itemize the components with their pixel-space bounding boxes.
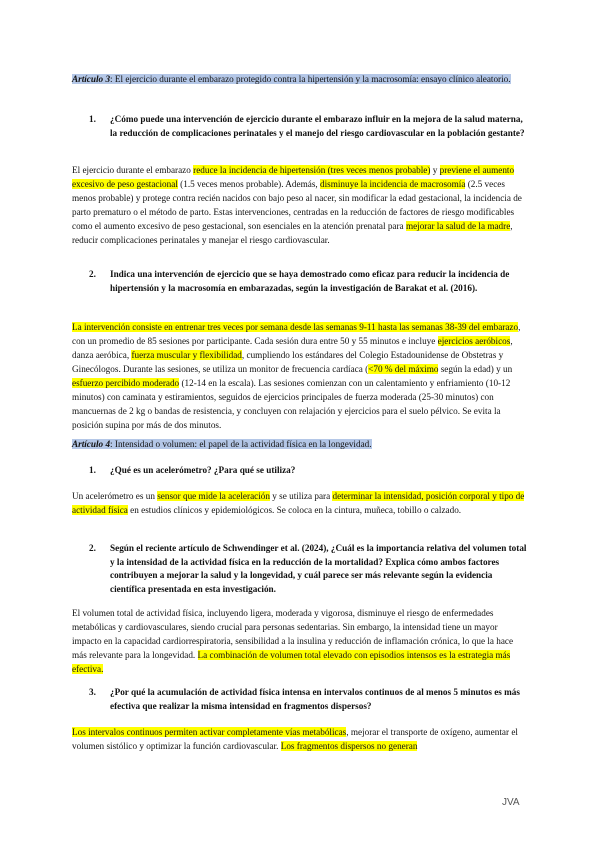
answer-text: , reducir complicaciones perinatales y manejar el riesgo cardiovascular. bbox=[72, 221, 513, 245]
answer-text: , mejorar el transporte de oxígeno, aumentar el volumen sistólico y optimizar la función cardiovascular. bbox=[72, 727, 518, 751]
highlighted-text: esfuerzo percibido moderado bbox=[72, 378, 180, 388]
answer-text: y se utiliza para bbox=[269, 491, 333, 501]
question-text: ¿Qué es un acelerómetro? ¿Para qué se utiliza? bbox=[110, 465, 296, 475]
highlighted-text: ejercicios aeróbicos bbox=[437, 336, 511, 346]
highlighted-text: disminuye la incidencia de macrosomía bbox=[320, 179, 466, 189]
question-text: Según el reciente artículo de Schwendinger et al. (2024), ¿Cuál es la importancia relativa del volumen total y la intensidad de la actividad física en la reducción de la mortalidad? Explica cómo ambos factores contribuyen a mejorar la salud y la longevidad, y cuál parece ser más relevante según la evidencia científica presentada en esta investigación. bbox=[110, 543, 527, 594]
answer-text: en estudios clínicos y epidemiológicos. Se coloca en la cintura, muñeca, tobillo o calzado. bbox=[127, 505, 462, 515]
answer-text: , cumpliendo los estándares del Colegio Estadounidense de Obstetras y Ginecólogos. Durante las sesiones, se utiliza un monitor de frecuencia cardíaca ( bbox=[72, 350, 504, 374]
highlighted-text: mejorar la salud de la madre bbox=[405, 221, 511, 231]
article-3-title: : El ejercicio durante el embarazo protegido contra la hipertensión y la macrosomía: ensayo clínico aleatorio. bbox=[110, 74, 511, 84]
question-4-1 bbox=[72, 464, 528, 478]
question-number: 2. bbox=[89, 269, 96, 279]
answer-text: (12-14 en la escala). Las sesiones comienzan con un calentamiento y enfriamiento (10-12 minutos) con caminata y estiramientos, seguidos de ejercicios principales de fuerza moderada (25-30 minutos) con mancuernas de 2 kg o bandas de resistencia, y concluyen con relajación y ejercicios para el suelo pélvico. Se evita la posición supina por más de dos minutos. bbox=[72, 378, 511, 430]
answer-3-2 bbox=[72, 320, 528, 432]
answer-text: , con un promedio de 85 sesiones por participante. Cada sesión dura entre 50 y 55 minutos e incluye bbox=[72, 322, 521, 346]
answer-text: El ejercicio durante el embarazo bbox=[72, 165, 194, 175]
question-text: Indica una intervención de ejercicio que se haya demostrado como eficaz para reducir la incidencia de hipertensión y la macrosomía en embarazadas, según la investigación de Barakat et al. (2016). bbox=[110, 269, 510, 293]
answer-text: y bbox=[430, 165, 440, 175]
highlighted-text: previene el aumento excesivo de peso gestacional bbox=[72, 165, 515, 189]
answer-4-1 bbox=[72, 489, 528, 517]
highlighted-text: La intervención consiste en entrenar tres veces por semana desde las semanas 9-11 hasta las semanas 38-39 del embarazo bbox=[72, 322, 519, 332]
question-text: ¿Cómo puede una intervención de ejercicio durante el embarazo influir en la mejora de la salud materna, la reducción de complicaciones perinatales y el manejo del riesgo cardiovascular en la población gestante? bbox=[110, 114, 525, 138]
highlighted-text: Los intervalos continuos permiten activar completamente vías metabólicas bbox=[72, 727, 347, 737]
highlighted-text: reduce la incidencia de hipertensión (tres veces menos probable) bbox=[193, 165, 431, 175]
highlighted-text: Los fragmentos dispersos no generan bbox=[280, 741, 418, 751]
highlighted-text: <70 % del máximo bbox=[368, 364, 439, 374]
answer-3-1 bbox=[72, 163, 528, 247]
question-4-2 bbox=[72, 542, 528, 596]
article-4-heading bbox=[72, 437, 528, 451]
answer-4-3 bbox=[72, 725, 528, 753]
article-4-title: : Intensidad o volumen: el papel de la actividad física en la longevidad. bbox=[110, 439, 372, 449]
answer-text: según la edad) y un bbox=[438, 364, 513, 374]
question-number: 1. bbox=[89, 465, 96, 475]
highlighted-text: fuerza muscular y flexibilidad bbox=[131, 350, 242, 360]
answer-text: (2.5 veces menos probable) y protege contra recién nacidos con bajo peso al nacer, sin modificar la edad gestacional, la incidencia de parto prematuro o el método de parto. Estas intervenciones, centradas en la reducción de factores de riesgo modificables como el aumento excesivo de peso gestacional, son esenciales en la atención prenatal para bbox=[72, 179, 522, 231]
question-4-3 bbox=[72, 686, 528, 713]
article-3-label: Artículo 3 bbox=[72, 74, 111, 84]
article-3-heading bbox=[72, 72, 528, 86]
question-number: 3. bbox=[89, 687, 96, 697]
question-3-1 bbox=[72, 113, 528, 140]
answer-text: , danza aeróbica, bbox=[72, 336, 513, 360]
question-3-2 bbox=[72, 268, 528, 295]
question-number: 1. bbox=[89, 114, 96, 124]
answer-text: (1.5 veces menos probable). Además, bbox=[177, 179, 320, 189]
highlighted-text: sensor que mide la aceleración bbox=[157, 491, 270, 501]
highlighted-text: La combinación de volumen total elevado con episodios intensos es la estrategia más efectiva. bbox=[72, 650, 511, 674]
answer-text: El volumen total de actividad física, incluyendo ligera, moderada y vigorosa, disminuye el riesgo de enfermedades metabólicas y cardiovasculares, siendo crucial para personas sedentarias. Sin embargo, la intensidad tiene un mayor impacto en la capacidad cardiorrespiratoria, sensibilidad a la insulina y reducción de inflamación crónica, lo que la hace más relevante para la longevidad. bbox=[72, 608, 514, 660]
footer-initials: JVA bbox=[502, 797, 520, 808]
answer-4-2 bbox=[72, 606, 528, 676]
question-text: ¿Por qué la acumulación de actividad física intensa en intervalos continuos de al menos 5 minutos es más efectiva que realizar la misma intensidad en fragmentos dispersos? bbox=[110, 687, 520, 711]
question-number: 2. bbox=[89, 543, 96, 553]
article-4-label: Artículo 4 bbox=[72, 439, 111, 449]
highlighted-text: determinar la intensidad, posición corporal y tipo de actividad física bbox=[72, 491, 525, 515]
answer-text: Un acelerómetro es un bbox=[72, 491, 158, 501]
